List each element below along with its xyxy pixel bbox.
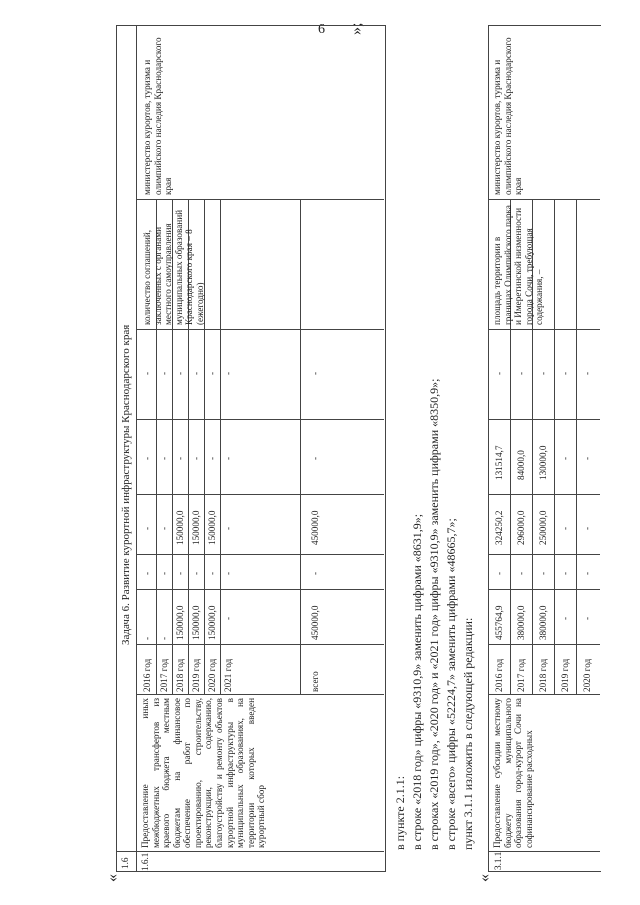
table2-indicator: площадь территории в границах Олимпийского парка и Имеретинской низменности города Сочи, требующая содержания, – [492,205,545,325]
table2-row-number: 3.1.1 [493,851,503,870]
table-cell: 2019 год [191,658,201,692]
table-cell: - [159,571,169,575]
table-cell: 2017 год [159,658,169,692]
table-cell: 2019 год [560,658,570,692]
table-cell: 296000,0 [516,510,526,545]
table-cell: - [223,616,233,620]
table-cell: - [310,456,320,460]
table-cell: - [191,571,201,575]
table-cell: - [310,371,320,375]
table-cell: - [191,371,201,375]
table-cell: - [582,371,592,375]
table-cell: - [560,616,570,620]
table-cell: 2016 год [142,658,152,692]
table-cell: - [538,571,548,575]
table1-indicator: количество соглашений, заключенных с органами местного самоуправления муниципальных образований Краснодарского края – 8 (ежегодно) [142,209,205,325]
table-cell: - [175,371,185,375]
table-cell: 380000,0 [516,605,526,640]
table1-description: Предоставление иных межбюджетных трансфертов из краевого бюджета местным бюджетам на финансовое обеспечение работ по проектированию, строительству, реконструкции, содержанию, благоустройству и ремонту объектов курортной инфраструктуры в муниципальных образованиях, на территории которых введен курортный сбор [140,698,267,848]
quote-close-top: »; [348,22,365,35]
table-cell: 150000,0 [191,510,201,545]
table1-executor: министерство курортов, туризма и олимпийского наследия Краснодарского края [142,37,174,195]
table-cell: - [159,636,169,640]
table-cell: - [310,571,320,575]
table-cell: - [175,456,185,460]
table-cell: 2020 год [582,658,592,692]
table-cell: - [207,456,217,460]
table-cell: - [560,526,570,530]
paragraph: в строке «2018 год» цифры «9310,9» заменить цифрами «8631,9»; [410,513,424,850]
table-cell: - [223,456,233,460]
table-cell: - [142,456,152,460]
table2-executor: министерство курортов, туризма и олимпийского наследия Краснодарского края [492,37,524,195]
quote-open-bottom: « [476,874,493,882]
table-cell: - [582,616,592,620]
table-cell: - [142,526,152,530]
paragraph: пункт 3.1.1 изложить в следующей редакции: [461,617,475,850]
table-cell: 2021 год [223,658,233,692]
table1-row-number: 1.6 [120,857,130,869]
table-cell: - [142,636,152,640]
table-cell: - [223,371,233,375]
table-cell: - [175,571,185,575]
table-cell: 150000,0 [175,605,185,640]
table-cell: - [516,571,526,575]
paragraph: в строке «всего» цифры «52224,7» заменить цифрами «48665,7»; [444,518,458,850]
table-cell: - [207,371,217,375]
table-cell: 2020 год [207,658,217,692]
table-cell: - [516,371,526,375]
table-cell: - [560,456,570,460]
table-cell: 2018 год [175,658,185,692]
paragraph: в пункте 2.1.1: [393,775,407,850]
table-cell: 150000,0 [207,510,217,545]
table-cell: - [560,371,570,375]
rotated-landscape-content [100,10,600,890]
table-cell: - [560,571,570,575]
table-cell: - [494,371,504,375]
table-cell: - [159,456,169,460]
page-number: 6 [318,22,325,37]
table-cell: 2016 год [494,658,504,692]
table-cell: - [582,571,592,575]
table2-description: Предоставление субсидии местному бюджету муниципального образования город-курорт Сочи на софинансирование расходных [492,698,534,848]
table-cell: - [223,526,233,530]
table1-subrow-number: 1.6.1 [140,852,150,871]
table-cell: - [159,526,169,530]
table-cell: - [582,456,592,460]
table-cell: 2017 год [516,658,526,692]
table-cell: 324250,2 [494,510,504,545]
table-cell: 130000,0 [538,445,548,480]
table-cell: 250000,0 [538,510,548,545]
table-cell: 450000,0 [310,605,320,640]
table-cell: - [223,571,233,575]
table-cell: 150000,0 [191,605,201,640]
table-cell: - [142,571,152,575]
table-cell: 150000,0 [175,510,185,545]
table-cell: - [207,571,217,575]
table-cell: 84000,0 [516,450,526,480]
paragraph: в строках «2019 год», «2020 год» и «2021 год» цифры «9310,9» заменить цифрами «8350,9»; [427,378,441,850]
table1-title: Задача 6. Развитие курортной инфраструктуры Краснодарского края [120,324,132,645]
table-cell: 455764,9 [494,605,504,640]
table-cell: - [538,371,548,375]
table-cell: всего [310,671,320,692]
table-cell: - [191,456,201,460]
table-cell: 380000,0 [538,605,548,640]
table-cell: 2018 год [538,658,548,692]
table-cell: - [142,371,152,375]
table-cell: 150000,0 [207,605,217,640]
table-cell: - [494,571,504,575]
table-cell: - [159,371,169,375]
table-cell: 131514,7 [494,445,504,480]
quote-open-top: « [104,874,121,882]
table-cell: - [582,526,592,530]
table-cell: 450000,0 [310,510,320,545]
